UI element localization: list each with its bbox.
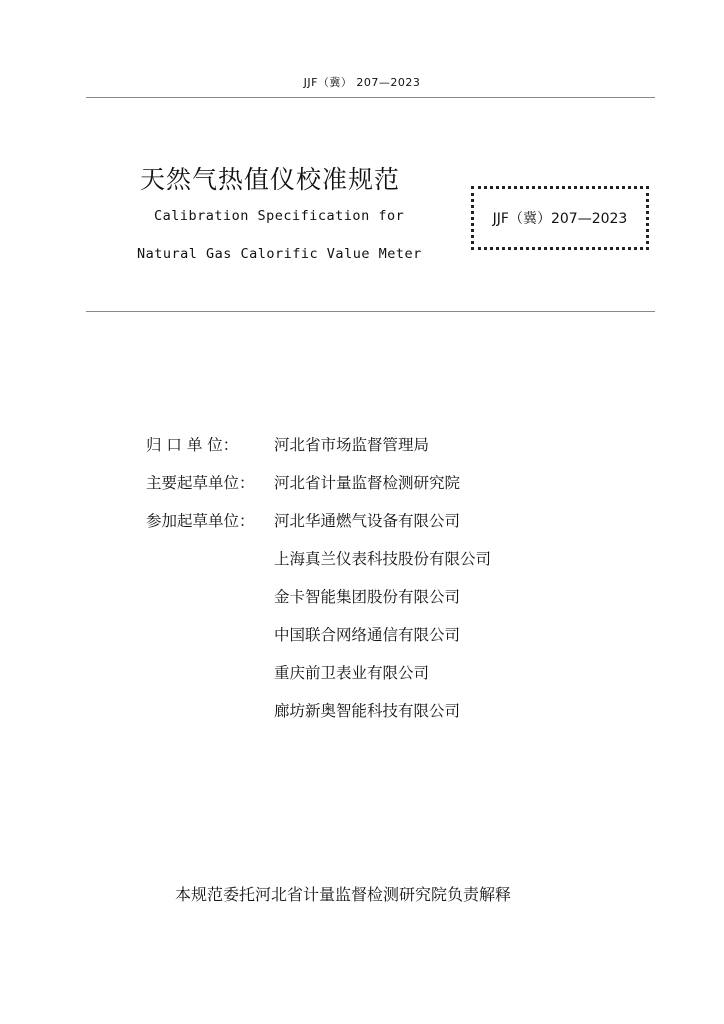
title-chinese: 天然气热值仪校准规范 bbox=[140, 165, 401, 194]
participant-item: 重庆前卫表业有限公司 bbox=[274, 664, 430, 682]
interpretation-note: 本规范委托河北省计量监督检测研究院负责解释 bbox=[175, 885, 512, 904]
participant-row bbox=[146, 699, 460, 721]
participant-item: 河北华通燃气设备有限公司 bbox=[274, 512, 461, 530]
participant-item: 金卡智能集团股份有限公司 bbox=[274, 588, 461, 606]
header-standard-code: JJF（冀） 207—2023 bbox=[303, 76, 421, 89]
participant-item: 中国联合网络通信有限公司 bbox=[274, 626, 461, 644]
responsible-unit-label: 归 口 单 位： bbox=[146, 436, 239, 454]
participant-row bbox=[146, 509, 460, 531]
title-english-line-2: Natural Gas Calorific Value Meter bbox=[137, 246, 422, 262]
header-divider bbox=[86, 97, 655, 98]
participant-row bbox=[146, 585, 460, 607]
standard-code-text: JJF（冀）207—2023 bbox=[492, 211, 628, 227]
participant-row bbox=[146, 623, 460, 645]
standard-code-box bbox=[471, 186, 649, 250]
responsible-unit-row bbox=[146, 433, 429, 455]
responsible-unit-value: 河北省市场监督管理局 bbox=[274, 436, 430, 454]
main-drafter-label: 主要起草单位： bbox=[146, 474, 255, 492]
participant-row bbox=[146, 547, 491, 569]
participant-item: 上海真兰仪表科技股份有限公司 bbox=[274, 550, 492, 568]
participants-label: 参加起草单位： bbox=[146, 512, 255, 530]
main-drafter-value: 河北省计量监督检测研究院 bbox=[274, 474, 461, 492]
participant-item: 廊坊新奥智能科技有限公司 bbox=[274, 702, 461, 720]
title-english-line-1: Calibration Specification for bbox=[154, 208, 405, 224]
main-drafter-row bbox=[146, 471, 460, 493]
participant-row bbox=[146, 661, 429, 683]
section-divider bbox=[86, 311, 655, 312]
